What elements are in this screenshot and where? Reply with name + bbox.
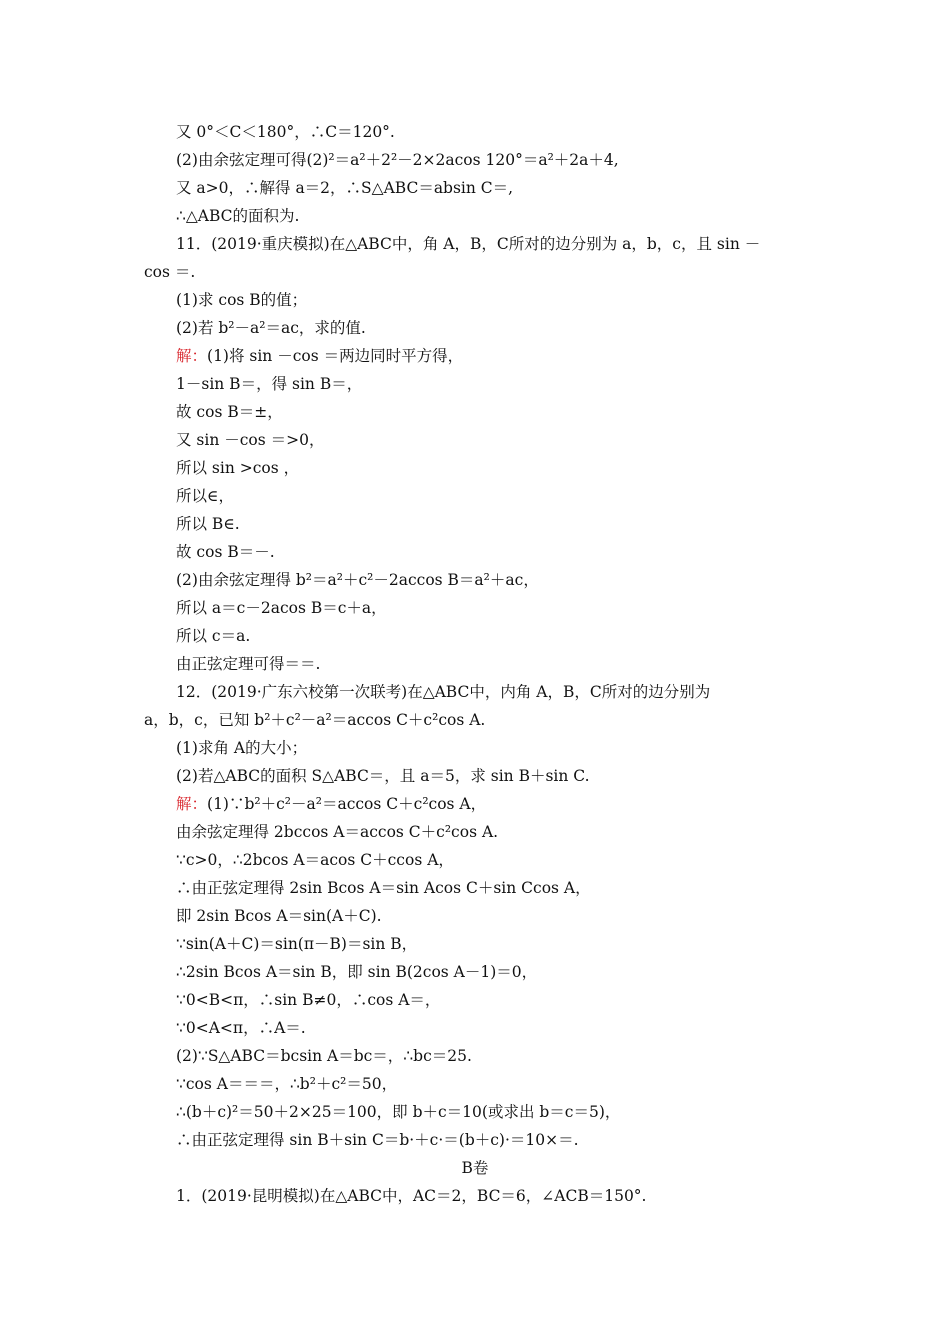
line-text: 又 0°＜C＜180°，∴C＝120°. bbox=[176, 123, 395, 141]
line-text: 又 a>0，∴解得 a＝2，∴S△ABC＝absin C＝, bbox=[176, 179, 514, 197]
line-text: (1)将 sin －cos ＝两边同时平方得， bbox=[207, 347, 464, 365]
line-text: 所以 B∈. bbox=[176, 515, 240, 533]
text-line bbox=[176, 850, 454, 870]
line-text: (1)求 cos B的值； bbox=[176, 291, 308, 309]
line-text: ∵sin(A＋C)＝sin(π－B)＝sin B， bbox=[176, 935, 418, 953]
text-line bbox=[176, 598, 387, 618]
text-line bbox=[176, 934, 417, 954]
line-text: a，b，c，已知 b²＋c²－a²＝accos C＋c²cos A. bbox=[144, 711, 486, 729]
text-line bbox=[176, 1046, 472, 1066]
line-text: 由正弦定理可得＝＝. bbox=[176, 655, 321, 673]
line-text: B卷 bbox=[461, 1159, 489, 1177]
text-line bbox=[176, 990, 440, 1010]
text-line bbox=[176, 682, 710, 702]
text-line bbox=[176, 458, 299, 478]
line-text: (2)若△ABC的面积 S△ABC＝，且 a＝5，求 sin B＋sin C. bbox=[176, 767, 590, 785]
text-line bbox=[176, 206, 299, 226]
line-text: ∴由正弦定理得 2sin Bcos A＝sin Acos C＋sin Ccos A， bbox=[176, 879, 591, 897]
line-text: 所以∈， bbox=[176, 487, 234, 505]
text-line bbox=[176, 654, 320, 674]
text-line bbox=[176, 766, 590, 786]
line-text: 所以 a＝c－2acos B＝c＋a， bbox=[176, 599, 387, 617]
line-text: 由余弦定理得 2bccos A＝accos C＋c²cos A. bbox=[176, 823, 499, 841]
text-line bbox=[176, 542, 275, 562]
text-line bbox=[176, 178, 513, 198]
line-text: ∴由正弦定理得 sin B＋sin C＝b·＋c·＝(b＋c)·＝10×＝. bbox=[176, 1131, 579, 1149]
line-text: 所以 sin >cos ， bbox=[176, 459, 300, 477]
text-line bbox=[176, 1102, 620, 1122]
text-line bbox=[176, 1074, 397, 1094]
line-text: 故 cos B＝±， bbox=[176, 403, 283, 421]
line-text: ∵cos A＝＝＝，∴b²＋c²＝50， bbox=[176, 1075, 398, 1093]
solution-label: 解： bbox=[176, 795, 208, 813]
text-line bbox=[176, 150, 619, 170]
line-text: 所以 c＝a. bbox=[176, 627, 251, 645]
line-text: (2)若 b²－a²＝ac，求的值. bbox=[176, 319, 366, 337]
text-line bbox=[0, 1158, 950, 1178]
text-line bbox=[144, 262, 195, 282]
line-text: 1．(2019·昆明模拟)在△ABC中，AC＝2，BC＝6，∠ACB＝150°. bbox=[176, 1187, 647, 1205]
line-text: 又 sin －cos ＝>0， bbox=[176, 431, 325, 449]
line-text: ∵c>0，∴2bcos A＝acos C＋ccos A， bbox=[176, 851, 454, 869]
text-line bbox=[176, 290, 307, 310]
line-text: 12．(2019·广东六校第一次联考)在△ABC中，内角 A，B，C所对的边分别为 bbox=[176, 683, 711, 701]
text-line bbox=[176, 794, 486, 814]
text-line bbox=[176, 318, 366, 338]
line-text: ∵0<B<π，∴sin B≠0，∴cos A＝， bbox=[176, 991, 441, 1009]
text-line bbox=[176, 738, 307, 758]
line-text: ∴△ABC的面积为. bbox=[176, 207, 300, 225]
line-text: (1)∵b²＋c²－a²＝accos C＋c²cos A， bbox=[207, 795, 487, 813]
text-line bbox=[176, 430, 325, 450]
line-text: ∴2sin Bcos A＝sin B，即 sin B(2cos A－1)＝0， bbox=[176, 963, 538, 981]
line-text: 11．(2019·重庆模拟)在△ABC中，角 A，B，C所对的边分别为 a，b，c，且 sin － bbox=[176, 235, 761, 253]
line-text: (2)由余弦定理可得(2)²＝a²＋2²－2×2acos 120°＝a²＋2a＋4, bbox=[176, 151, 619, 169]
text-line bbox=[176, 346, 463, 366]
text-line bbox=[176, 906, 382, 926]
text-line bbox=[176, 570, 539, 590]
line-text: (2)∵S△ABC＝bcsin A＝bc＝，∴bc＝25. bbox=[176, 1047, 472, 1065]
text-line bbox=[176, 1130, 579, 1150]
line-text: ∴(b＋c)²＝50＋2×25＝100，即 b＋c＝10(或求出 b＝c＝5)， bbox=[176, 1103, 621, 1121]
text-line bbox=[176, 962, 537, 982]
text-line bbox=[176, 1018, 306, 1038]
text-line bbox=[176, 1186, 647, 1206]
line-text: 即 2sin Bcos A＝sin(A＋C). bbox=[176, 907, 382, 925]
text-line bbox=[176, 626, 250, 646]
line-text: ∵0<A<π，∴A＝. bbox=[176, 1019, 306, 1037]
solution-label: 解： bbox=[176, 347, 208, 365]
text-line bbox=[144, 710, 485, 730]
text-line bbox=[176, 822, 498, 842]
line-text: 故 cos B＝－. bbox=[176, 543, 275, 561]
line-text: (1)求角 A的大小； bbox=[176, 739, 308, 757]
line-text: 1－sin B＝，得 sin B＝， bbox=[176, 375, 363, 393]
text-line bbox=[176, 234, 760, 254]
line-text: cos ＝. bbox=[144, 263, 196, 281]
text-line bbox=[176, 374, 362, 394]
text-line bbox=[176, 514, 240, 534]
text-line bbox=[176, 878, 591, 898]
text-line bbox=[176, 486, 234, 506]
text-line bbox=[176, 402, 283, 422]
line-text: (2)由余弦定理得 b²＝a²＋c²－2accos B＝a²＋ac， bbox=[176, 571, 539, 589]
text-line bbox=[176, 122, 395, 142]
